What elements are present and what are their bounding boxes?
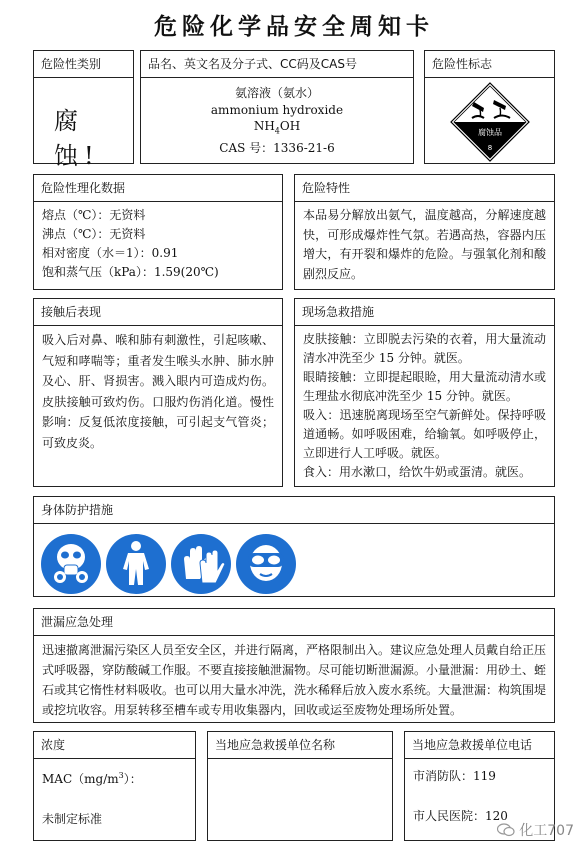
exposure-effects-header: 接触后表现 bbox=[34, 299, 282, 326]
hazard-class-number: 8 bbox=[487, 144, 493, 152]
protective-suit-icon bbox=[105, 533, 167, 595]
first-aid-box bbox=[294, 298, 555, 487]
exposure-effects-box bbox=[33, 298, 283, 487]
product-name-cn: 氨溶液（氨水） bbox=[234, 86, 319, 100]
rescue-unit-name-box bbox=[207, 731, 393, 841]
product-identity-header: 品名、英文名及分子式、CC码及CAS号 bbox=[141, 51, 413, 78]
first-aid-ingestion: 食入：用水漱口，给饮牛奶或蛋清。就医。 bbox=[303, 465, 532, 479]
hazard-properties-box bbox=[294, 174, 555, 290]
mac-label: $MAC(mg/m^3)$： bbox=[42, 771, 142, 786]
product-identity-box bbox=[140, 50, 414, 164]
hazard-category-header: 危险性类别 bbox=[34, 51, 133, 78]
exposure-effects-text: 吸入后对鼻、喉和肺有刺激性，引起咳嗽、气短和哮喘等；重者发生喉头水肿、肺水肿及心、肝、肾损害。溅入眼内可造成灼伤。皮肤接触可致灼伤。口服灼伤消化道。慢性影响：反复低浓度接触，可引起支气管炎；可致皮炎。 bbox=[42, 333, 274, 450]
watermark-text: 化工707 bbox=[519, 823, 574, 839]
physchem-data-header: 危险性理化数据 bbox=[34, 175, 282, 202]
respirator-icon bbox=[40, 533, 102, 595]
body-protection-header: 身体防护措施 bbox=[34, 497, 554, 524]
spill-response-box bbox=[33, 608, 555, 723]
first-aid-skin: 皮肤接触：立即脱去污染的衣着，用大量流动清水冲洗至少 15 分钟。就医。 bbox=[303, 332, 546, 365]
hazard-properties-header: 危险特性 bbox=[295, 175, 554, 202]
hazard-category-value: 腐 蚀! bbox=[54, 107, 100, 170]
cas-number: CAS 号：1336-21-6 bbox=[219, 140, 335, 155]
rescue-unit-name-header: 当地应急救援单位名称 bbox=[208, 732, 392, 759]
goggles-icon bbox=[235, 533, 297, 595]
spill-response-text: 迅速撤离泄漏污染区人员至安全区，并进行隔离，严格限制出入。建议应急处理人员戴自给正压式呼吸器，穿防酸碱工作服。不要直接接触泄漏物。尽可能切断泄漏源。小量泄漏：用砂土、蛭石或其它惰性材料吸收。也可以用大量水冲洗，洗水稀释后放入废水系统。大量泄漏：构筑围堤或挖坑收容。用泵转移至槽车或专用收集器内，回收或运至废物处理场所处置。 bbox=[42, 643, 547, 717]
hazard-sign-header: 危险性标志 bbox=[425, 51, 554, 78]
wechat-icon bbox=[497, 823, 515, 837]
product-name-en: ammonium hydroxide bbox=[210, 102, 344, 117]
rescue-unit-phone-header: 当地应急救援单位电话 bbox=[405, 732, 554, 759]
gloves-icon bbox=[170, 533, 232, 595]
body-protection-box bbox=[33, 496, 555, 597]
physchem-data-box bbox=[33, 174, 283, 290]
boiling-point: 沸点（℃）：无资料 bbox=[42, 227, 146, 241]
first-aid-inhalation: 吸入：迅速脱离现场至空气新鲜处。保持呼吸道通畅。如呼吸困难，给输氧。如呼吸停止，立即进行人工呼吸。就医。 bbox=[303, 408, 546, 460]
corrosive-diamond-icon bbox=[450, 82, 530, 162]
hazard-properties-text: 本品易分解放出氨气，温度越高，分解速度越快，可形成爆炸性气氛。若遇高热，容器内压增大，有开裂和爆炸的危险。与强氧化剂和酸剧烈反应。 bbox=[303, 208, 546, 281]
first-aid-eyes: 眼睛接触：立即提起眼睑，用大量流动清水或生理盐水彻底冲洗至少 15 分钟。就医。 bbox=[303, 370, 546, 403]
hazard-sign-label: 腐蚀品 bbox=[478, 128, 502, 137]
spill-response-header: 泄漏应急处理 bbox=[34, 609, 554, 636]
fire-department-phone: 市消防队：119 bbox=[413, 769, 496, 783]
first-aid-header: 现场急救措施 bbox=[295, 299, 554, 326]
vapor-pressure: 饱和蒸气压（kPa）：1.59(20℃) bbox=[42, 265, 219, 279]
concentration-header: 浓度 bbox=[34, 732, 195, 759]
watermark bbox=[497, 820, 574, 840]
molecular-formula: $NH_4OH$ bbox=[253, 119, 301, 136]
hazard-sign-box bbox=[424, 50, 555, 164]
relative-density: 相对密度（水＝1）：0.91 bbox=[42, 246, 179, 260]
concentration-value: 未制定标准 bbox=[42, 811, 103, 826]
hospital-phone: 市人民医院：120 bbox=[413, 808, 508, 823]
concentration-box bbox=[33, 731, 196, 841]
card-title: 危险化学品安全周知卡 bbox=[154, 14, 434, 40]
hazard-category-box bbox=[33, 50, 134, 170]
melting-point: 熔点（℃）：无资料 bbox=[42, 208, 146, 222]
